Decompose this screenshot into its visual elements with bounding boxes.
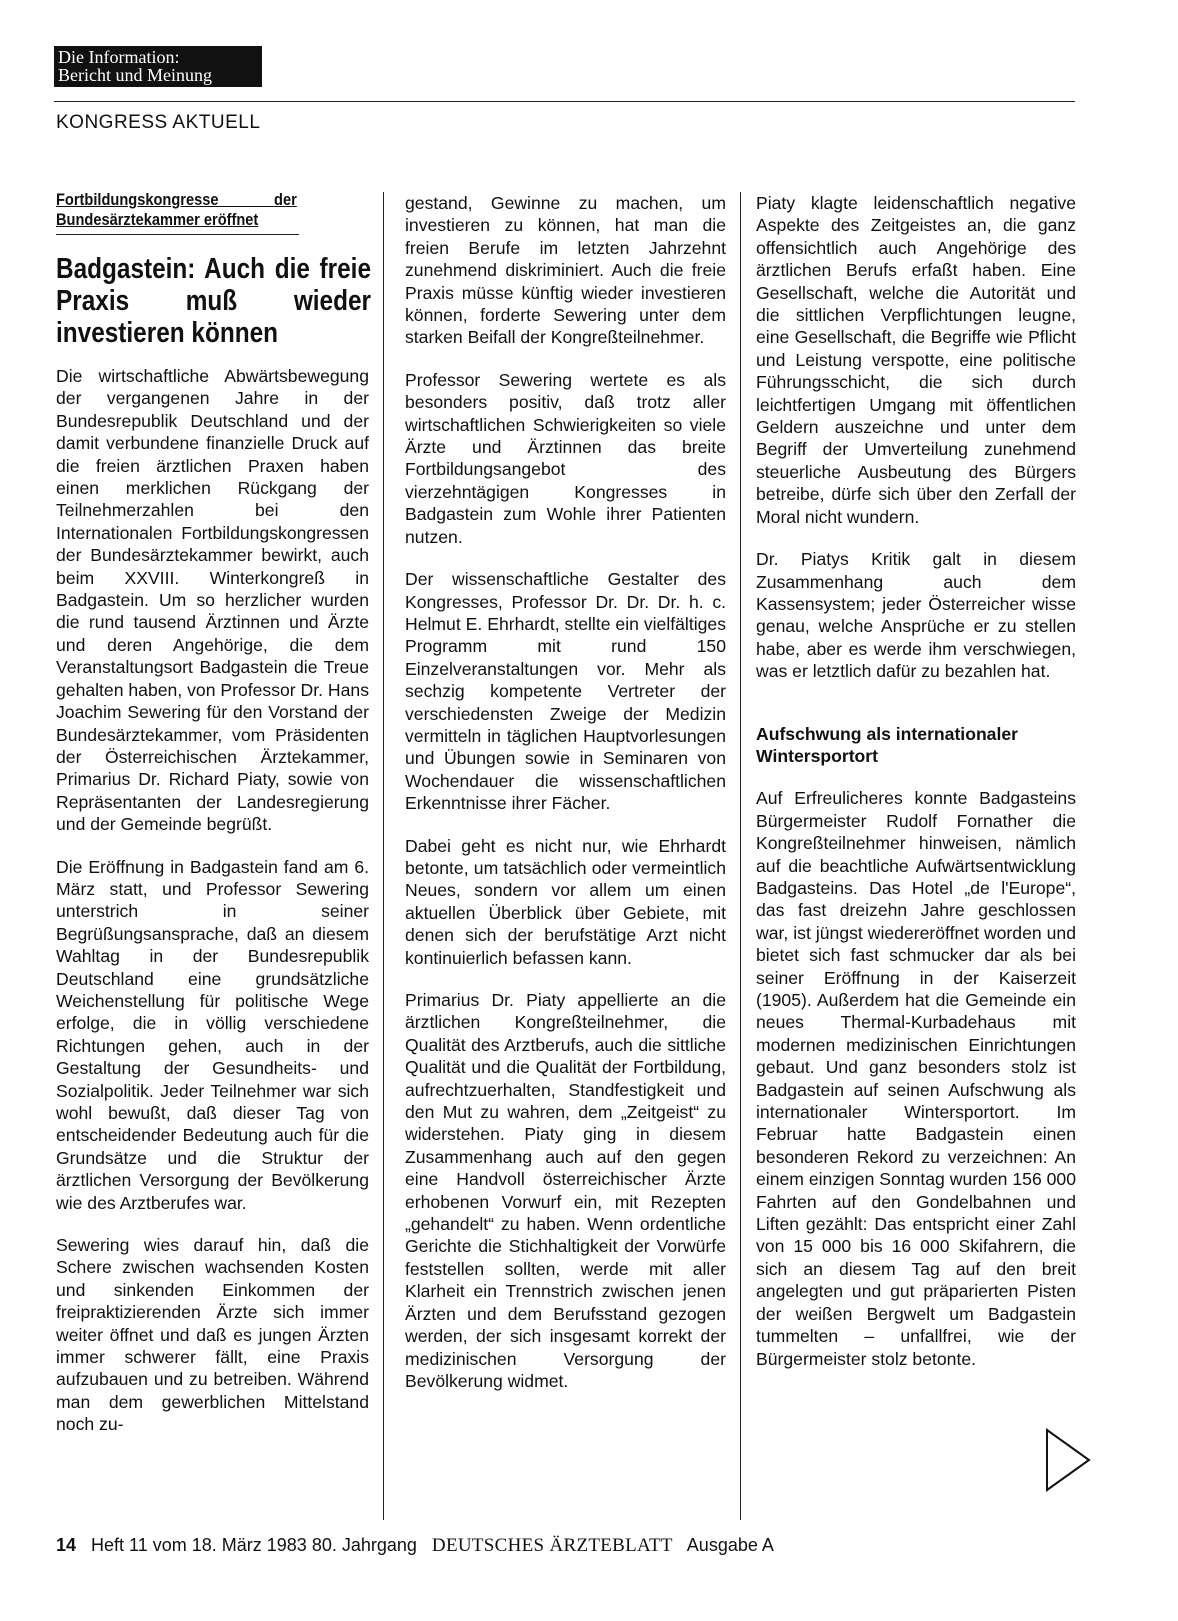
issue-info: Heft 11 vom 18. März 1983 80. Jahrgang xyxy=(91,1535,417,1555)
paragraph: gestand, Gewinne zu machen, um investieren zu können, hat man die freien Berufe im letzten Jahrzehnt zunehmend diskriminiert. Auch die freie Praxis müsse künftig wieder investieren können, forderte Sewering unter dem starken Beifall der Kongreßteilnehmer. xyxy=(405,193,726,348)
paragraph: Primarius Dr. Piaty appellierte an die ärztlichen Kongreßteilnehmer, die Qualität des Arztberufs, auch die sittliche Qualität und die Qualität der Fortbildung, aufrechtzuerhalten, Standfestigkeit und den Mut zu wahren, dem „Zeitgeist“ zu widerstehen. Piaty ging in diesem Zusammenhang auch auf den gegen eine Handvoll österreichischer Ärzte erhobenen Vorwurf ein, mit Rezepten „gehandelt“ zu haben. Wenn ordentliche Gerichte die Stichhaltigkeit der Vorwürfe feststellen sollten, werde mit aller Klarheit ein Trennstrich zwischen jenen Ärzten und dem Berufsstand gezogen werden, der sich insgesamt korrekt der medizinischen Versorgung der Bevölkerung widmet. xyxy=(405,990,726,1391)
masthead-line-1: Die Information: xyxy=(58,47,180,67)
masthead-line-2: Bericht und Meinung xyxy=(58,65,212,85)
journal-name: DEUTSCHES ÄRZTEBLATT xyxy=(431,1535,673,1556)
paragraph: Piaty klagte leidenschaftlich negative Aspekte des Zeitgeistes an, die ganz offensichtlich auch Angehörige des ärztlichen Berufs erfaßt haben. Eine Gesellschaft, welche die Autorität und die sittlichen Verpflichtungen leugne, eine Gesellschaft, die Begriffe wie Pflicht und Leistung verspotte, eine politische Führungsschicht, die sich durch leichtfertigen Umgang mit öffentlichen Geldern auszeichne und unter dem Begriff der Umverteilung zunehmend steuerliche Ausbeutung des Bürgers betreibe, dürfe sich über den Zerfall der Moral nicht wundern. xyxy=(756,193,1076,527)
paragraph: Professor Sewering wertete es als besonders positiv, daß trotz aller wirtschaftlichen Schwierigkeiten so viele Ärzte und Ärztinnen das breite Fortbildungsangebot des vierzehntägigen Kongresses in Badgastein zum Wohle ihrer Patienten nutzen. xyxy=(405,369,726,547)
paragraph: Dabei geht es nicht nur, wie Ehrhardt betonte, um tatsächlich oder vermeintlich Neues, sondern vor allem um einen aktuellen Überblick über Gebiete, mit denen sich der berufstätige Arzt nicht kontinuierlich befassen kann. xyxy=(405,835,726,968)
top-rule xyxy=(54,101,1075,102)
footer xyxy=(56,1535,774,1557)
column-divider xyxy=(383,192,384,1520)
masthead xyxy=(54,46,262,87)
headline: Badgastein: Auch die freie Praxis muß wieder investieren können xyxy=(56,253,371,349)
edition: Ausgabe A xyxy=(686,1535,774,1555)
paragraph: Sewering wies darauf hin, daß die Schere zwischen wachsenden Kosten und sinkenden Einkommen der freipraktizierenden Ärzte sich immer weiter öffnet und daß es jungen Ärzten immer schwerer fällt, eine Praxis aufzubauen und zu betreiben. Während man dem gewerblichen Mittelstand noch zu- xyxy=(56,1235,369,1435)
page-number: 14 xyxy=(56,1535,77,1555)
paragraph: Der wissenschaftliche Gestalter des Kongresses, Professor Dr. Dr. Dr. h. c. Helmut E. Ehrhardt, stellte ein vielfältiges Programm mit rund 150 Einzelveranstaltungen vor. Mehr als sechzig kompetente Vertreter der verschiedensten Zweige der Medizin vermitteln in täglichen Hauptvorlesungen und Übungen sowie in Seminaren von Wochendauer die wissenschaftlichen Erkenntnisse ihrer Fächer. xyxy=(405,569,726,814)
column-3 xyxy=(756,192,1076,1390)
column-2 xyxy=(405,192,726,1412)
paragraph: Auf Erfreulicheres konnte Badgasteins Bürgermeister Rudolf Fornather die Kongreßteilnehmer hinweisen, nämlich auf die beachtliche Aufwärtsentwicklung Badgasteins. Das Hotel „de l'Europe“, das fast dreizehn Jahre geschlossen war, ist jüngst wiedereröffnet worden und bietet sich fast schmucker dar als bei seiner Eröffnung in der Kaiserzeit (1905). Außerdem hat die Gemeinde ein neues Thermal-Kurbadehaus mit modernen medizinischen Einrichtungen gebaut. Und ganz besonders stolz ist Badgastein auf seinen Aufschwung als internationaler Wintersportort. Im Februar hatte Badgastein einen besonderen Rekord zu verzeichnen: An einem einzigen Sonntag wurden 156 000 Fahrten auf den Gondelbahnen und Liften gezählt: Das entspricht einer Zahl von 15 000 bis 16 000 Skifahrern, die sich an diesem Tag auf den breit angelegten und gut präparierten Pisten der weißen Bergwelt um Badgastein tummelten – unfallfrei, wie der Bürgermeister stolz betonte. xyxy=(756,788,1076,1369)
column-1 xyxy=(56,190,369,1456)
paragraph: Die Eröffnung in Badgastein fand am 6. März statt, und Professor Sewering unterstrich in seiner Begrüßungsansprache, daß an diesem Wahltag in der Bundesrepublik Deutschland eine grundsätzliche Weichenstellung für politische Wege erfolge, die in völlig verschiedene Richtungen gehen, auch in der Gestaltung der Gesundheits- und Sozialpolitik. Jeder Teilnehmer war sich wohl bewußt, daß dieser Tag von entscheidender Bedeutung auch für die Grundsätze und die Struktur der ärztlichen Versorgung der Bevölkerung wie des Arztberufes war. xyxy=(56,856,369,1213)
paragraph: Dr. Piatys Kritik galt in diesem Zusammenhang auch dem Kassensystem; jeder Österreicher wisse genau, welche Ansprüche er zu stellen habe, aber es werde ihm verschwiegen, was er letztlich dafür zu bezahlen hat. xyxy=(756,549,1076,682)
kicker: Fortbildungskongresse der Bundesärztekammer eröffnet xyxy=(56,190,297,229)
continue-arrow-icon xyxy=(1045,1428,1091,1492)
kicker-rule xyxy=(56,234,299,235)
column-divider xyxy=(740,192,741,1520)
section-label: KONGRESS AKTUELL xyxy=(56,112,261,133)
paragraph: Die wirtschaftliche Abwärtsbewegung der vergangenen Jahre in der Bundesrepublik Deutschland und der damit verbundene finanzielle Druck auf die freien ärztlichen Praxen haben einen merklichen Rückgang der Teilnehmerzahlen bei den Internationalen Fortbildungskongressen der Bundesärztekammer bewirkt, auch beim XXVIII. Winterkongreß in Badgastein. Um so herzlicher wurden die rund tausend Ärztinnen und Ärzte und deren Angehörige, die dem Veranstaltungsort Badgastein die Treue gehalten haben, von Professor Dr. Hans Joachim Sewering für den Vorstand der Bundesärztekammer, vom Präsidenten der Österreichischen Ärztekammer, Primarius Dr. Richard Piaty, sowie von Repräsentanten der Landesregierung und der Gemeinde begrüßt. xyxy=(56,366,369,835)
subheading: Aufschwung als internationaler Wintersportort xyxy=(756,723,1018,766)
